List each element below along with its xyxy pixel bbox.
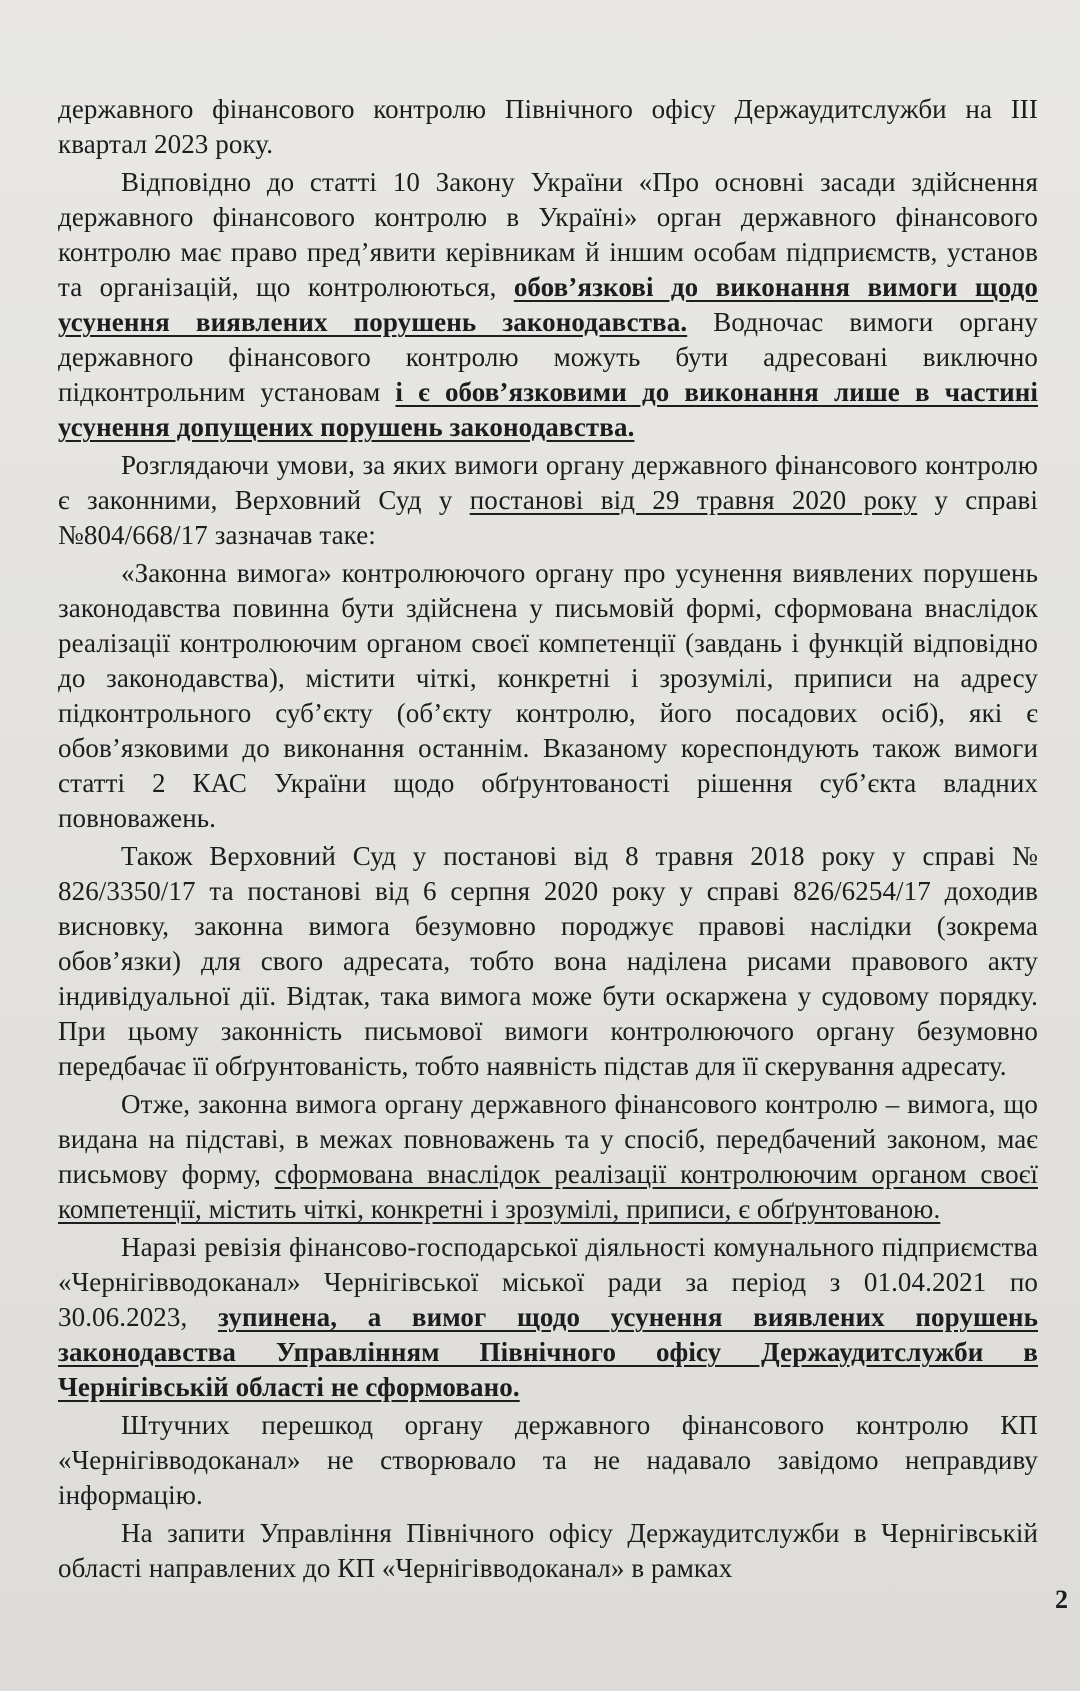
document-body (58, 92, 1038, 1589)
text-run: у справі №804/668/17 зазначав таке: (58, 485, 1038, 550)
page-number: 2 (1055, 1585, 1068, 1614)
underlined-run: сформована внаслідок реалізації контролюючим органом своєї компетенції, містить чіткі, конкретні і зрозумілі, приписи, є обґрунтованою. (58, 1159, 1038, 1224)
paragraph-audit-status (58, 1230, 1038, 1405)
underlined-run: постанові від 29 травня 2020 року (469, 485, 918, 515)
paragraph-no-obstacles: Штучних перешкод органу державного фінансового контролю КП «Чернігівводоканал» не створювало та не надавало завідомо неправдиву інформацію. (58, 1410, 1038, 1510)
paragraph-conclusion (58, 1087, 1038, 1227)
emphasis-run: обов’язкові до виконання вимоги щодо усунення виявлених порушень законодавства. (58, 272, 1038, 337)
text-run: Водночас вимоги органу державного фінансового контролю можуть бути адресовані виключно підконтрольним установам (58, 307, 1038, 407)
text-run: Наразі ревізія фінансово-господарської діяльності комунального підприємства «Чернігівводоканал» Чернігівської міської ради за період з 01.04.2021 по 30.06.2023, (58, 1232, 1038, 1332)
paragraph-supreme-court-2018: Також Верховний Суд у постанові від 8 травня 2018 року у справі № 826/3350/17 та постанові від 6 серпня 2020 року у справі 826/6254/17 доходив висновку, законна вимога безумовно породжує правові наслідки (зокрема обов’язки) для свого адресата, тобто вона наділена рисами правового акту індивідуальної дії. Відтак, така вимога може бути оскаржена у судовому порядку. При цьому законність письмової вимоги контролюючого органу безумовно передбачає її обґрунтованість, тобто наявність підстав для її скерування адресату. (58, 841, 1038, 1081)
emphasis-run: зупинена, а вимог щодо усунення виявлених порушень законодавства Управлінням Північного офісу Держаудитслужби в Чернігівській області не сформовано. (58, 1302, 1038, 1402)
paragraph-quote-lawful-requirement: «Законна вимога» контролюючого органу про усунення виявлених порушень законодавства повинна бути здійснена у письмовій формі, сформована внаслідок реалізації контролюючим органом своєї компетенції (завдань і функцій відповідно до законодавства), містити чіткі, конкретні і зрозумілі, приписи на адресу підконтрольного суб’єкту (об’єкту контролю, його посадових осіб), які є обов’язковими до виконання останнім. Вказаному кореспондують також вимоги статті 2 КАС України щодо обґрунтованості рішення суб’єкта владних повноважень. (58, 558, 1038, 833)
paragraph-supreme-court-2020 (58, 448, 1038, 553)
text-run: Розглядаючи умови, за яких вимоги органу державного фінансового контролю є законними, Верховний Суд у (58, 450, 1038, 515)
emphasis-run: і є обов’язковими до виконання лише в частині усунення допущених порушень законодавства. (58, 377, 1038, 442)
paragraph-requests: На запити Управління Північного офісу Держаудитслужби в Чернігівській області направлених до КП «Чернігівводоканал» в рамках (58, 1518, 1038, 1583)
paragraph-intro: державного фінансового контролю Північного офісу Держаудитслужби на III квартал 2023 року. (58, 94, 1038, 159)
text-run: Відповідно до статті 10 Закону України «Про основні засади здійснення державного фінансового контролю в Україні» орган державного фінансового контролю має право пред’явити керівникам й іншим особам підприємств, установ та організацій, що контролюються, (58, 167, 1038, 302)
text-run: Отже, законна вимога органу державного фінансового контролю – вимога, що видана на підставі, в межах повноважень та у спосіб, передбачений законом, має письмову форму, (58, 1089, 1038, 1189)
paragraph-law-article-10 (58, 165, 1038, 445)
